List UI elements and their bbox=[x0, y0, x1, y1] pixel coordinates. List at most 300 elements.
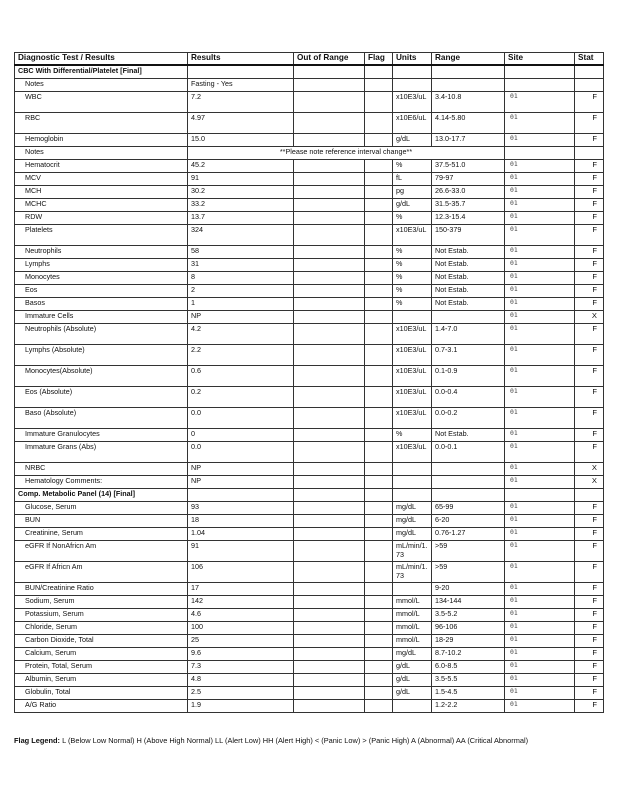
out-of-range-cell bbox=[294, 259, 365, 272]
result-value: Fasting - Yes bbox=[188, 79, 294, 92]
range-value: Not Estab. bbox=[432, 429, 505, 442]
range-value: 18-29 bbox=[432, 635, 505, 648]
site-value bbox=[505, 79, 575, 92]
site-value: 01 bbox=[505, 199, 575, 212]
result-value: 4.8 bbox=[188, 674, 294, 687]
table-row bbox=[15, 285, 604, 298]
flag-legend bbox=[14, 736, 528, 745]
table-row bbox=[15, 687, 604, 700]
range-value: >59 bbox=[432, 541, 505, 562]
range-value: Not Estab. bbox=[432, 246, 505, 259]
site-value: 01 bbox=[505, 429, 575, 442]
test-name: Sodium, Serum bbox=[15, 596, 188, 609]
out-of-range-cell bbox=[294, 79, 365, 92]
units-value: mg/dL bbox=[393, 528, 432, 541]
units-value: mg/dL bbox=[393, 515, 432, 528]
table-row bbox=[15, 674, 604, 687]
table-row bbox=[15, 186, 604, 199]
range-value: 0.0-0.4 bbox=[432, 387, 505, 408]
out-of-range-cell bbox=[294, 199, 365, 212]
site-value: 01 bbox=[505, 700, 575, 713]
range-value: 0.76-1.27 bbox=[432, 528, 505, 541]
section-blank-cell bbox=[505, 489, 575, 502]
result-value: 4.6 bbox=[188, 609, 294, 622]
test-name: Albumin, Serum bbox=[15, 674, 188, 687]
result-value: 13.7 bbox=[188, 212, 294, 225]
units-value: g/dL bbox=[393, 661, 432, 674]
flag-cell bbox=[365, 515, 393, 528]
header-flag: Flag bbox=[365, 53, 393, 66]
result-value: 2.2 bbox=[188, 345, 294, 366]
stat-value: F bbox=[575, 272, 604, 285]
header-stat: Stat bbox=[575, 53, 604, 66]
stat-value: F bbox=[575, 212, 604, 225]
table-row bbox=[15, 515, 604, 528]
section-blank-cell bbox=[365, 489, 393, 502]
stat-value: F bbox=[575, 285, 604, 298]
range-value: 1.4-7.0 bbox=[432, 324, 505, 345]
range-value: 0.1-0.9 bbox=[432, 366, 505, 387]
section-header-row bbox=[15, 489, 604, 502]
out-of-range-cell bbox=[294, 134, 365, 147]
site-value: 01 bbox=[505, 648, 575, 661]
section-blank-cell bbox=[393, 65, 432, 79]
out-of-range-cell bbox=[294, 609, 365, 622]
result-value: NP bbox=[188, 476, 294, 489]
units-value: x10E3/uL bbox=[393, 366, 432, 387]
units-value: g/dL bbox=[393, 687, 432, 700]
flag-cell bbox=[365, 345, 393, 366]
test-name: RBC bbox=[15, 113, 188, 134]
test-name: Hemoglobin bbox=[15, 134, 188, 147]
range-value: 79-97 bbox=[432, 173, 505, 186]
table-row bbox=[15, 160, 604, 173]
stat-value: F bbox=[575, 661, 604, 674]
result-value: 15.0 bbox=[188, 134, 294, 147]
result-value: 7.3 bbox=[188, 661, 294, 674]
site-value: 01 bbox=[505, 225, 575, 246]
units-value: mmol/L bbox=[393, 635, 432, 648]
test-name: MCH bbox=[15, 186, 188, 199]
test-name: Lymphs (Absolute) bbox=[15, 345, 188, 366]
flag-cell bbox=[365, 311, 393, 324]
out-of-range-cell bbox=[294, 366, 365, 387]
range-value: 134-144 bbox=[432, 596, 505, 609]
result-value: 91 bbox=[188, 173, 294, 186]
header-results: Results bbox=[188, 53, 294, 66]
table-row bbox=[15, 476, 604, 489]
flag-cell bbox=[365, 259, 393, 272]
units-value: % bbox=[393, 259, 432, 272]
stat-value: F bbox=[575, 609, 604, 622]
flag-cell bbox=[365, 674, 393, 687]
test-name: Platelets bbox=[15, 225, 188, 246]
header-out-of-range: Out of Range bbox=[294, 53, 365, 66]
result-value: 0.2 bbox=[188, 387, 294, 408]
table-row bbox=[15, 596, 604, 609]
out-of-range-cell bbox=[294, 298, 365, 311]
result-value: 0.0 bbox=[188, 442, 294, 463]
test-name: Monocytes bbox=[15, 272, 188, 285]
range-value: 37.5-51.0 bbox=[432, 160, 505, 173]
flag-legend-label: Flag Legend: bbox=[14, 736, 60, 745]
result-value: 106 bbox=[188, 562, 294, 583]
test-name: RDW bbox=[15, 212, 188, 225]
result-value: 1 bbox=[188, 298, 294, 311]
units-value: mL/min/1.73 bbox=[393, 562, 432, 583]
units-value: mL/min/1.73 bbox=[393, 541, 432, 562]
range-value: Not Estab. bbox=[432, 298, 505, 311]
table-row bbox=[15, 387, 604, 408]
results-body bbox=[15, 65, 604, 713]
flag-cell bbox=[365, 134, 393, 147]
flag-cell bbox=[365, 285, 393, 298]
stat-value: F bbox=[575, 515, 604, 528]
table-row bbox=[15, 246, 604, 259]
out-of-range-cell bbox=[294, 476, 365, 489]
site-value: 01 bbox=[505, 311, 575, 324]
units-value: g/dL bbox=[393, 199, 432, 212]
out-of-range-cell bbox=[294, 528, 365, 541]
units-value bbox=[393, 700, 432, 713]
table-row bbox=[15, 583, 604, 596]
units-value: % bbox=[393, 429, 432, 442]
range-value: 3.5-5.2 bbox=[432, 609, 505, 622]
section-blank-cell bbox=[294, 489, 365, 502]
flag-cell bbox=[365, 272, 393, 285]
stat-value: F bbox=[575, 596, 604, 609]
units-value bbox=[393, 476, 432, 489]
out-of-range-cell bbox=[294, 648, 365, 661]
test-name: Eos bbox=[15, 285, 188, 298]
flag-cell bbox=[365, 583, 393, 596]
units-value: % bbox=[393, 298, 432, 311]
out-of-range-cell bbox=[294, 285, 365, 298]
table-row bbox=[15, 147, 604, 160]
site-value: 01 bbox=[505, 687, 575, 700]
flag-cell bbox=[365, 92, 393, 113]
site-value: 01 bbox=[505, 609, 575, 622]
site-value: 01 bbox=[505, 528, 575, 541]
range-value: 1.2-2.2 bbox=[432, 700, 505, 713]
stat-value: F bbox=[575, 429, 604, 442]
units-value: x10E3/uL bbox=[393, 92, 432, 113]
range-value: Not Estab. bbox=[432, 259, 505, 272]
site-value: 01 bbox=[505, 246, 575, 259]
out-of-range-cell bbox=[294, 408, 365, 429]
flag-cell bbox=[365, 212, 393, 225]
out-of-range-cell bbox=[294, 596, 365, 609]
stat-value: F bbox=[575, 442, 604, 463]
stat-value: F bbox=[575, 366, 604, 387]
result-value: 31 bbox=[188, 259, 294, 272]
test-name: Neutrophils bbox=[15, 246, 188, 259]
out-of-range-cell bbox=[294, 160, 365, 173]
flag-cell bbox=[365, 635, 393, 648]
table-row bbox=[15, 173, 604, 186]
out-of-range-cell bbox=[294, 687, 365, 700]
units-value bbox=[393, 311, 432, 324]
units-value: mg/dL bbox=[393, 502, 432, 515]
stat-value: F bbox=[575, 502, 604, 515]
out-of-range-cell bbox=[294, 345, 365, 366]
result-value: 33.2 bbox=[188, 199, 294, 212]
test-name: WBC bbox=[15, 92, 188, 113]
out-of-range-cell bbox=[294, 225, 365, 246]
flag-cell bbox=[365, 324, 393, 345]
site-value: 01 bbox=[505, 674, 575, 687]
site-value: 01 bbox=[505, 408, 575, 429]
units-value bbox=[393, 463, 432, 476]
site-value: 01 bbox=[505, 635, 575, 648]
result-value: 0.6 bbox=[188, 366, 294, 387]
range-value: 4.14-5.80 bbox=[432, 113, 505, 134]
units-value: % bbox=[393, 212, 432, 225]
test-name: Immature Cells bbox=[15, 311, 188, 324]
table-row bbox=[15, 429, 604, 442]
stat-value: F bbox=[575, 528, 604, 541]
out-of-range-cell bbox=[294, 635, 365, 648]
site-value: 01 bbox=[505, 134, 575, 147]
test-name: NRBC bbox=[15, 463, 188, 476]
flag-cell bbox=[365, 160, 393, 173]
out-of-range-cell bbox=[294, 186, 365, 199]
flag-cell bbox=[365, 528, 393, 541]
flag-cell bbox=[365, 502, 393, 515]
test-name: Immature Grans (Abs) bbox=[15, 442, 188, 463]
flag-cell bbox=[365, 541, 393, 562]
site-value: 01 bbox=[505, 515, 575, 528]
site-value: 01 bbox=[505, 583, 575, 596]
table-row bbox=[15, 225, 604, 246]
stat-value: F bbox=[575, 199, 604, 212]
units-value: mmol/L bbox=[393, 609, 432, 622]
range-value: >59 bbox=[432, 562, 505, 583]
units-value: x10E3/uL bbox=[393, 225, 432, 246]
site-value: 01 bbox=[505, 541, 575, 562]
units-value: pg bbox=[393, 186, 432, 199]
result-value: 4.97 bbox=[188, 113, 294, 134]
result-value: 0.0 bbox=[188, 408, 294, 429]
out-of-range-cell bbox=[294, 463, 365, 476]
result-value: 7.2 bbox=[188, 92, 294, 113]
section-blank-cell bbox=[365, 65, 393, 79]
out-of-range-cell bbox=[294, 429, 365, 442]
test-name: eGFR If NonAfricn Am bbox=[15, 541, 188, 562]
result-value: 100 bbox=[188, 622, 294, 635]
test-name: Hematocrit bbox=[15, 160, 188, 173]
table-row bbox=[15, 311, 604, 324]
result-value: 30.2 bbox=[188, 186, 294, 199]
test-name: Basos bbox=[15, 298, 188, 311]
out-of-range-cell bbox=[294, 324, 365, 345]
stat-value: F bbox=[575, 298, 604, 311]
site-value: 01 bbox=[505, 476, 575, 489]
flag-cell bbox=[365, 298, 393, 311]
units-value: g/dL bbox=[393, 674, 432, 687]
out-of-range-cell bbox=[294, 583, 365, 596]
site-value: 01 bbox=[505, 622, 575, 635]
test-name: MCHC bbox=[15, 199, 188, 212]
result-value: 18 bbox=[188, 515, 294, 528]
out-of-range-cell bbox=[294, 622, 365, 635]
reference-note: **Please note reference interval change** bbox=[188, 147, 505, 160]
flag-cell bbox=[365, 687, 393, 700]
flag-cell bbox=[365, 225, 393, 246]
flag-cell bbox=[365, 700, 393, 713]
table-row bbox=[15, 212, 604, 225]
units-value bbox=[393, 583, 432, 596]
table-row bbox=[15, 113, 604, 134]
stat-value: X bbox=[575, 311, 604, 324]
table-row bbox=[15, 648, 604, 661]
site-value: 01 bbox=[505, 442, 575, 463]
table-row bbox=[15, 541, 604, 562]
units-value: fL bbox=[393, 173, 432, 186]
result-value: 58 bbox=[188, 246, 294, 259]
stat-value: X bbox=[575, 463, 604, 476]
test-name: Eos (Absolute) bbox=[15, 387, 188, 408]
test-name: Hematology Comments: bbox=[15, 476, 188, 489]
table-row bbox=[15, 79, 604, 92]
site-value: 01 bbox=[505, 345, 575, 366]
test-name: Notes bbox=[15, 147, 188, 160]
flag-cell bbox=[365, 186, 393, 199]
stat-value: F bbox=[575, 387, 604, 408]
site-value: 01 bbox=[505, 502, 575, 515]
section-blank-cell bbox=[294, 65, 365, 79]
flag-cell bbox=[365, 387, 393, 408]
site-value: 01 bbox=[505, 259, 575, 272]
units-value: g/dL bbox=[393, 134, 432, 147]
section-header-row bbox=[15, 65, 604, 79]
stat-value: F bbox=[575, 674, 604, 687]
result-value: 17 bbox=[188, 583, 294, 596]
table-row bbox=[15, 324, 604, 345]
test-name: Neutrophils (Absolute) bbox=[15, 324, 188, 345]
stat-value: F bbox=[575, 687, 604, 700]
test-name: Potassium, Serum bbox=[15, 609, 188, 622]
out-of-range-cell bbox=[294, 173, 365, 186]
result-value: 9.6 bbox=[188, 648, 294, 661]
out-of-range-cell bbox=[294, 387, 365, 408]
out-of-range-cell bbox=[294, 502, 365, 515]
result-value: 1.04 bbox=[188, 528, 294, 541]
result-value: 45.2 bbox=[188, 160, 294, 173]
units-value: x10E3/uL bbox=[393, 387, 432, 408]
stat-value: F bbox=[575, 541, 604, 562]
flag-cell bbox=[365, 442, 393, 463]
table-row bbox=[15, 298, 604, 311]
stat-value: F bbox=[575, 635, 604, 648]
units-value: % bbox=[393, 272, 432, 285]
units-value: % bbox=[393, 285, 432, 298]
section-blank-cell bbox=[188, 65, 294, 79]
out-of-range-cell bbox=[294, 113, 365, 134]
range-value: 31.5-35.7 bbox=[432, 199, 505, 212]
site-value: 01 bbox=[505, 366, 575, 387]
table-row bbox=[15, 199, 604, 212]
section-blank-cell bbox=[575, 489, 604, 502]
table-row bbox=[15, 622, 604, 635]
site-value: 01 bbox=[505, 661, 575, 674]
test-name: Lymphs bbox=[15, 259, 188, 272]
flag-cell bbox=[365, 113, 393, 134]
table-row bbox=[15, 700, 604, 713]
out-of-range-cell bbox=[294, 700, 365, 713]
result-value: 93 bbox=[188, 502, 294, 515]
result-value: 1.9 bbox=[188, 700, 294, 713]
stat-value: F bbox=[575, 225, 604, 246]
stat-value: F bbox=[575, 246, 604, 259]
site-value: 01 bbox=[505, 463, 575, 476]
units-value: mg/dL bbox=[393, 648, 432, 661]
site-value: 01 bbox=[505, 298, 575, 311]
site-value: 01 bbox=[505, 272, 575, 285]
section-title: Comp. Metabolic Panel (14) [Final] bbox=[15, 489, 188, 502]
test-name: eGFR If Africn Am bbox=[15, 562, 188, 583]
table-row bbox=[15, 442, 604, 463]
out-of-range-cell bbox=[294, 311, 365, 324]
header-row bbox=[15, 53, 604, 66]
range-value: 8.7-10.2 bbox=[432, 648, 505, 661]
site-value: 01 bbox=[505, 387, 575, 408]
table-row bbox=[15, 272, 604, 285]
flag-cell bbox=[365, 429, 393, 442]
out-of-range-cell bbox=[294, 442, 365, 463]
site-cell bbox=[505, 147, 575, 160]
site-value: 01 bbox=[505, 212, 575, 225]
test-name: Chloride, Serum bbox=[15, 622, 188, 635]
flag-cell bbox=[365, 246, 393, 259]
section-blank-cell bbox=[432, 65, 505, 79]
stat-value: F bbox=[575, 134, 604, 147]
lab-results-sheet bbox=[14, 52, 603, 713]
stat-value: F bbox=[575, 345, 604, 366]
units-value: x10E3/uL bbox=[393, 408, 432, 429]
units-value: x10E3/uL bbox=[393, 324, 432, 345]
range-value: 13.0-17.7 bbox=[432, 134, 505, 147]
range-value bbox=[432, 463, 505, 476]
table-row bbox=[15, 562, 604, 583]
result-value: 0 bbox=[188, 429, 294, 442]
range-value: 0.0-0.2 bbox=[432, 408, 505, 429]
table-row bbox=[15, 635, 604, 648]
header-units: Units bbox=[393, 53, 432, 66]
units-value: x10E6/uL bbox=[393, 113, 432, 134]
table-row bbox=[15, 408, 604, 429]
table-row bbox=[15, 502, 604, 515]
test-name: Immature Granulocytes bbox=[15, 429, 188, 442]
stat-value: X bbox=[575, 476, 604, 489]
test-name: Baso (Absolute) bbox=[15, 408, 188, 429]
test-name: Creatinine, Serum bbox=[15, 528, 188, 541]
flag-cell bbox=[365, 366, 393, 387]
table-row bbox=[15, 259, 604, 272]
table-row bbox=[15, 661, 604, 674]
table-row bbox=[15, 345, 604, 366]
stat-value: F bbox=[575, 113, 604, 134]
result-value: 142 bbox=[188, 596, 294, 609]
flag-cell bbox=[365, 609, 393, 622]
test-name: A/G Ratio bbox=[15, 700, 188, 713]
stat-value: F bbox=[575, 92, 604, 113]
stat-value: F bbox=[575, 648, 604, 661]
test-name: Protein, Total, Serum bbox=[15, 661, 188, 674]
range-value: 96-106 bbox=[432, 622, 505, 635]
out-of-range-cell bbox=[294, 661, 365, 674]
range-value: Not Estab. bbox=[432, 272, 505, 285]
